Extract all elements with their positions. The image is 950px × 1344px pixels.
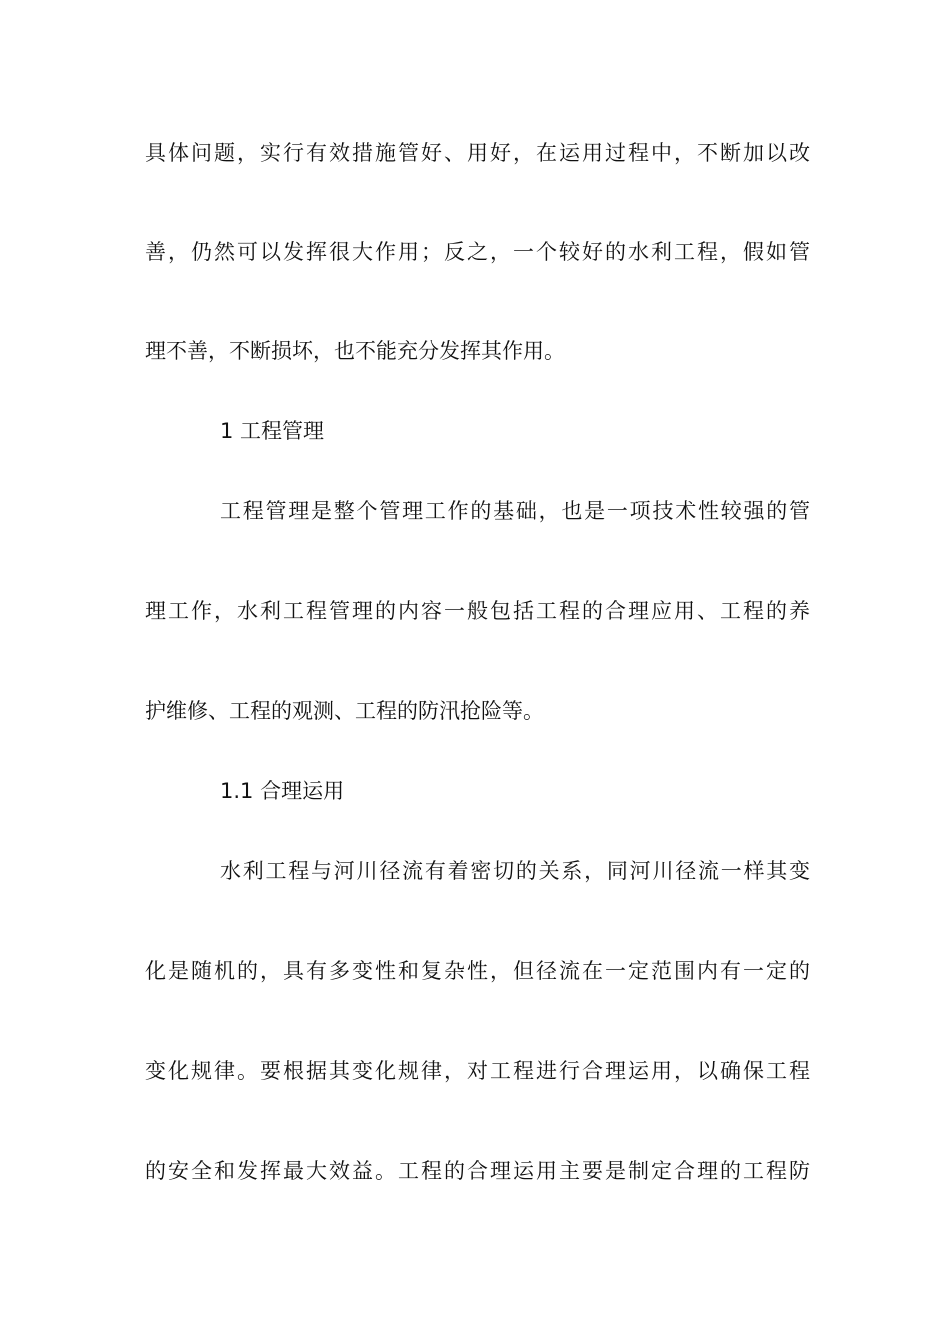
body-text-line: 理不善，不断损坏，也不能充分发挥其作用。 — [145, 339, 565, 363]
body-text-line: 化是随机的，具有多变性和复杂性，但径流在一定范围内有一定的 — [145, 959, 810, 983]
body-text-line: 具体问题，实行有效措施管好、用好，在运用过程中，不断加以改 — [145, 141, 810, 165]
body-text-line: 理工作，水利工程管理的内容一般包括工程的合理应用、工程的养 — [145, 599, 810, 623]
body-text-line: 的安全和发挥最大效益。工程的合理运用主要是制定合理的工程防 — [145, 1159, 810, 1183]
subsection-heading: 1.1 合理运用 — [220, 779, 345, 803]
body-text-line: 护维修、工程的观测、工程的防汛抢险等。 — [145, 699, 544, 723]
body-text-line: 工程管理是整个管理工作的基础，也是一项技术性较强的管 — [220, 499, 810, 523]
body-text-line: 善，仍然可以发挥很大作用；反之，一个较好的水利工程，假如管 — [145, 240, 810, 264]
body-text-line: 水利工程与河川径流有着密切的关系，同河川径流一样其变 — [220, 859, 810, 883]
section-heading: 1 工程管理 — [220, 419, 325, 443]
body-text-line: 变化规律。要根据其变化规律，对工程进行合理运用，以确保工程 — [145, 1059, 810, 1083]
